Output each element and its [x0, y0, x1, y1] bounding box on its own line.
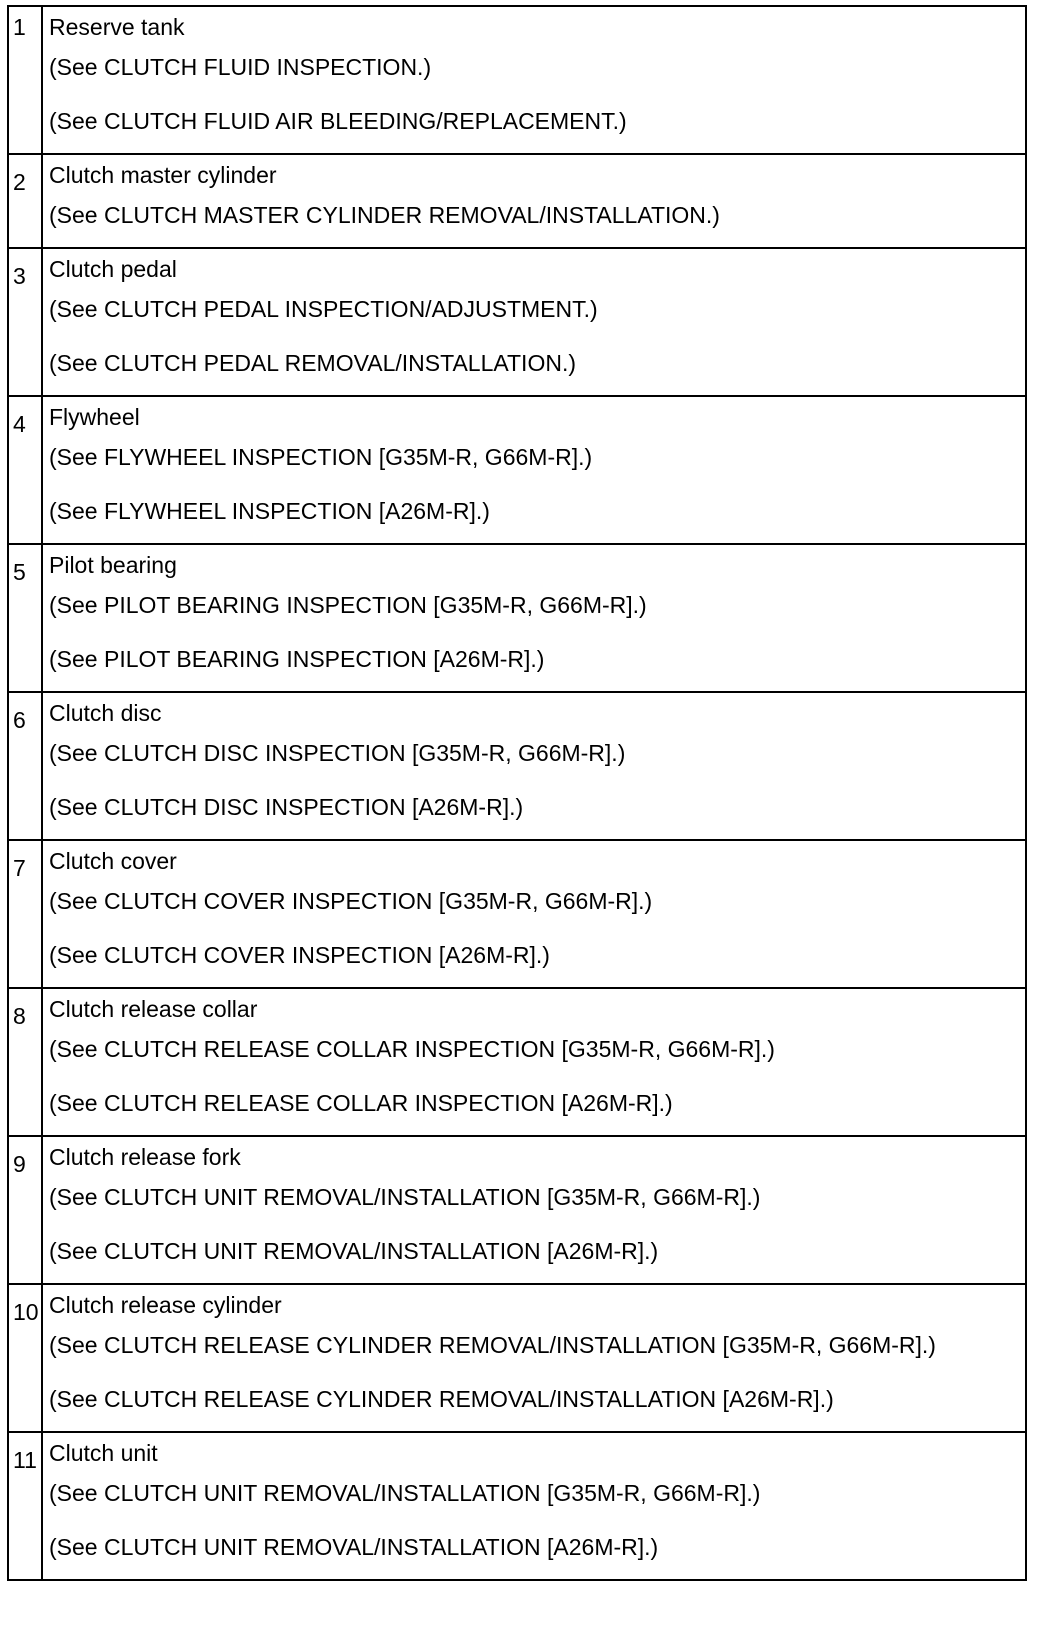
reference-link[interactable]: (See PILOT BEARING INSPECTION [A26M-R].) [49, 646, 545, 672]
item-description [42, 1136, 1026, 1284]
table-row [8, 154, 1026, 248]
reference-link[interactable]: (See CLUTCH COVER INSPECTION [G35M-R, G66M-R].) [49, 888, 653, 914]
reference-link[interactable]: (See CLUTCH RELEASE COLLAR INSPECTION [G35M-R, G66M-R].) [49, 1036, 775, 1062]
reference-link[interactable]: (See CLUTCH RELEASE COLLAR INSPECTION [A26M-R].) [49, 1090, 673, 1116]
part-name: Clutch master cylinder [49, 162, 277, 188]
item-number: 6 [8, 692, 42, 840]
table-row [8, 988, 1026, 1136]
part-name: Clutch disc [49, 700, 162, 726]
part-name: Clutch unit [49, 1440, 158, 1466]
reference-link[interactable]: (See CLUTCH PEDAL INSPECTION/ADJUSTMENT.) [49, 296, 598, 322]
reference-link[interactable]: (See CLUTCH MASTER CYLINDER REMOVAL/INSTALLATION.) [49, 202, 720, 228]
table-row [8, 1432, 1026, 1580]
item-description [42, 692, 1026, 840]
reference-link[interactable]: (See CLUTCH UNIT REMOVAL/INSTALLATION [A26M-R].) [49, 1534, 659, 1560]
item-number: 11 [8, 1432, 42, 1580]
item-description [42, 154, 1026, 248]
reference-link[interactable]: (See CLUTCH COVER INSPECTION [A26M-R].) [49, 942, 550, 968]
item-number: 7 [8, 840, 42, 988]
reference-link[interactable]: (See CLUTCH FLUID AIR BLEEDING/REPLACEMENT.) [49, 108, 627, 134]
reference-link[interactable]: (See CLUTCH DISC INSPECTION [G35M-R, G66M-R].) [49, 740, 626, 766]
item-description [42, 248, 1026, 396]
item-description [42, 1432, 1026, 1580]
part-name: Reserve tank [49, 14, 185, 40]
table-row [8, 6, 1026, 154]
item-description [42, 988, 1026, 1136]
part-name: Clutch release fork [49, 1144, 241, 1170]
part-name: Clutch release collar [49, 996, 258, 1022]
item-number: 1 [8, 6, 42, 154]
item-number: 9 [8, 1136, 42, 1284]
parts-reference-table [7, 5, 1027, 1581]
item-description [42, 6, 1026, 154]
reference-link[interactable]: (See CLUTCH UNIT REMOVAL/INSTALLATION [G35M-R, G66M-R].) [49, 1480, 761, 1506]
item-number: 2 [8, 154, 42, 248]
part-name: Flywheel [49, 404, 140, 430]
reference-link[interactable]: (See CLUTCH DISC INSPECTION [A26M-R].) [49, 794, 524, 820]
reference-link[interactable]: (See CLUTCH UNIT REMOVAL/INSTALLATION [A26M-R].) [49, 1238, 659, 1264]
part-name: Clutch cover [49, 848, 177, 874]
item-number: 3 [8, 248, 42, 396]
table-row [8, 544, 1026, 692]
item-number: 4 [8, 396, 42, 544]
table-row [8, 1284, 1026, 1432]
item-description [42, 840, 1026, 988]
table-row [8, 1136, 1026, 1284]
reference-link[interactable]: (See FLYWHEEL INSPECTION [G35M-R, G66M-R].) [49, 444, 593, 470]
table-row [8, 396, 1026, 544]
reference-link[interactable]: (See CLUTCH UNIT REMOVAL/INSTALLATION [G35M-R, G66M-R].) [49, 1184, 761, 1210]
table-row [8, 248, 1026, 396]
item-description [42, 1284, 1026, 1432]
item-description [42, 544, 1026, 692]
part-name: Clutch pedal [49, 256, 177, 282]
table-body [8, 6, 1026, 1580]
reference-link[interactable]: (See FLYWHEEL INSPECTION [A26M-R].) [49, 498, 490, 524]
item-number: 8 [8, 988, 42, 1136]
item-number: 10 [8, 1284, 42, 1432]
reference-link[interactable]: (See CLUTCH PEDAL REMOVAL/INSTALLATION.) [49, 350, 576, 376]
reference-link[interactable]: (See CLUTCH RELEASE CYLINDER REMOVAL/INSTALLATION [A26M-R].) [49, 1386, 834, 1412]
table-row [8, 692, 1026, 840]
reference-link[interactable]: (See CLUTCH FLUID INSPECTION.) [49, 54, 432, 80]
table-row [8, 840, 1026, 988]
reference-link[interactable]: (See PILOT BEARING INSPECTION [G35M-R, G66M-R].) [49, 592, 647, 618]
reference-link[interactable]: (See CLUTCH RELEASE CYLINDER REMOVAL/INSTALLATION [G35M-R, G66M-R].) [49, 1332, 936, 1358]
part-name: Pilot bearing [49, 552, 177, 578]
item-number: 5 [8, 544, 42, 692]
item-description [42, 396, 1026, 544]
part-name: Clutch release cylinder [49, 1292, 282, 1318]
